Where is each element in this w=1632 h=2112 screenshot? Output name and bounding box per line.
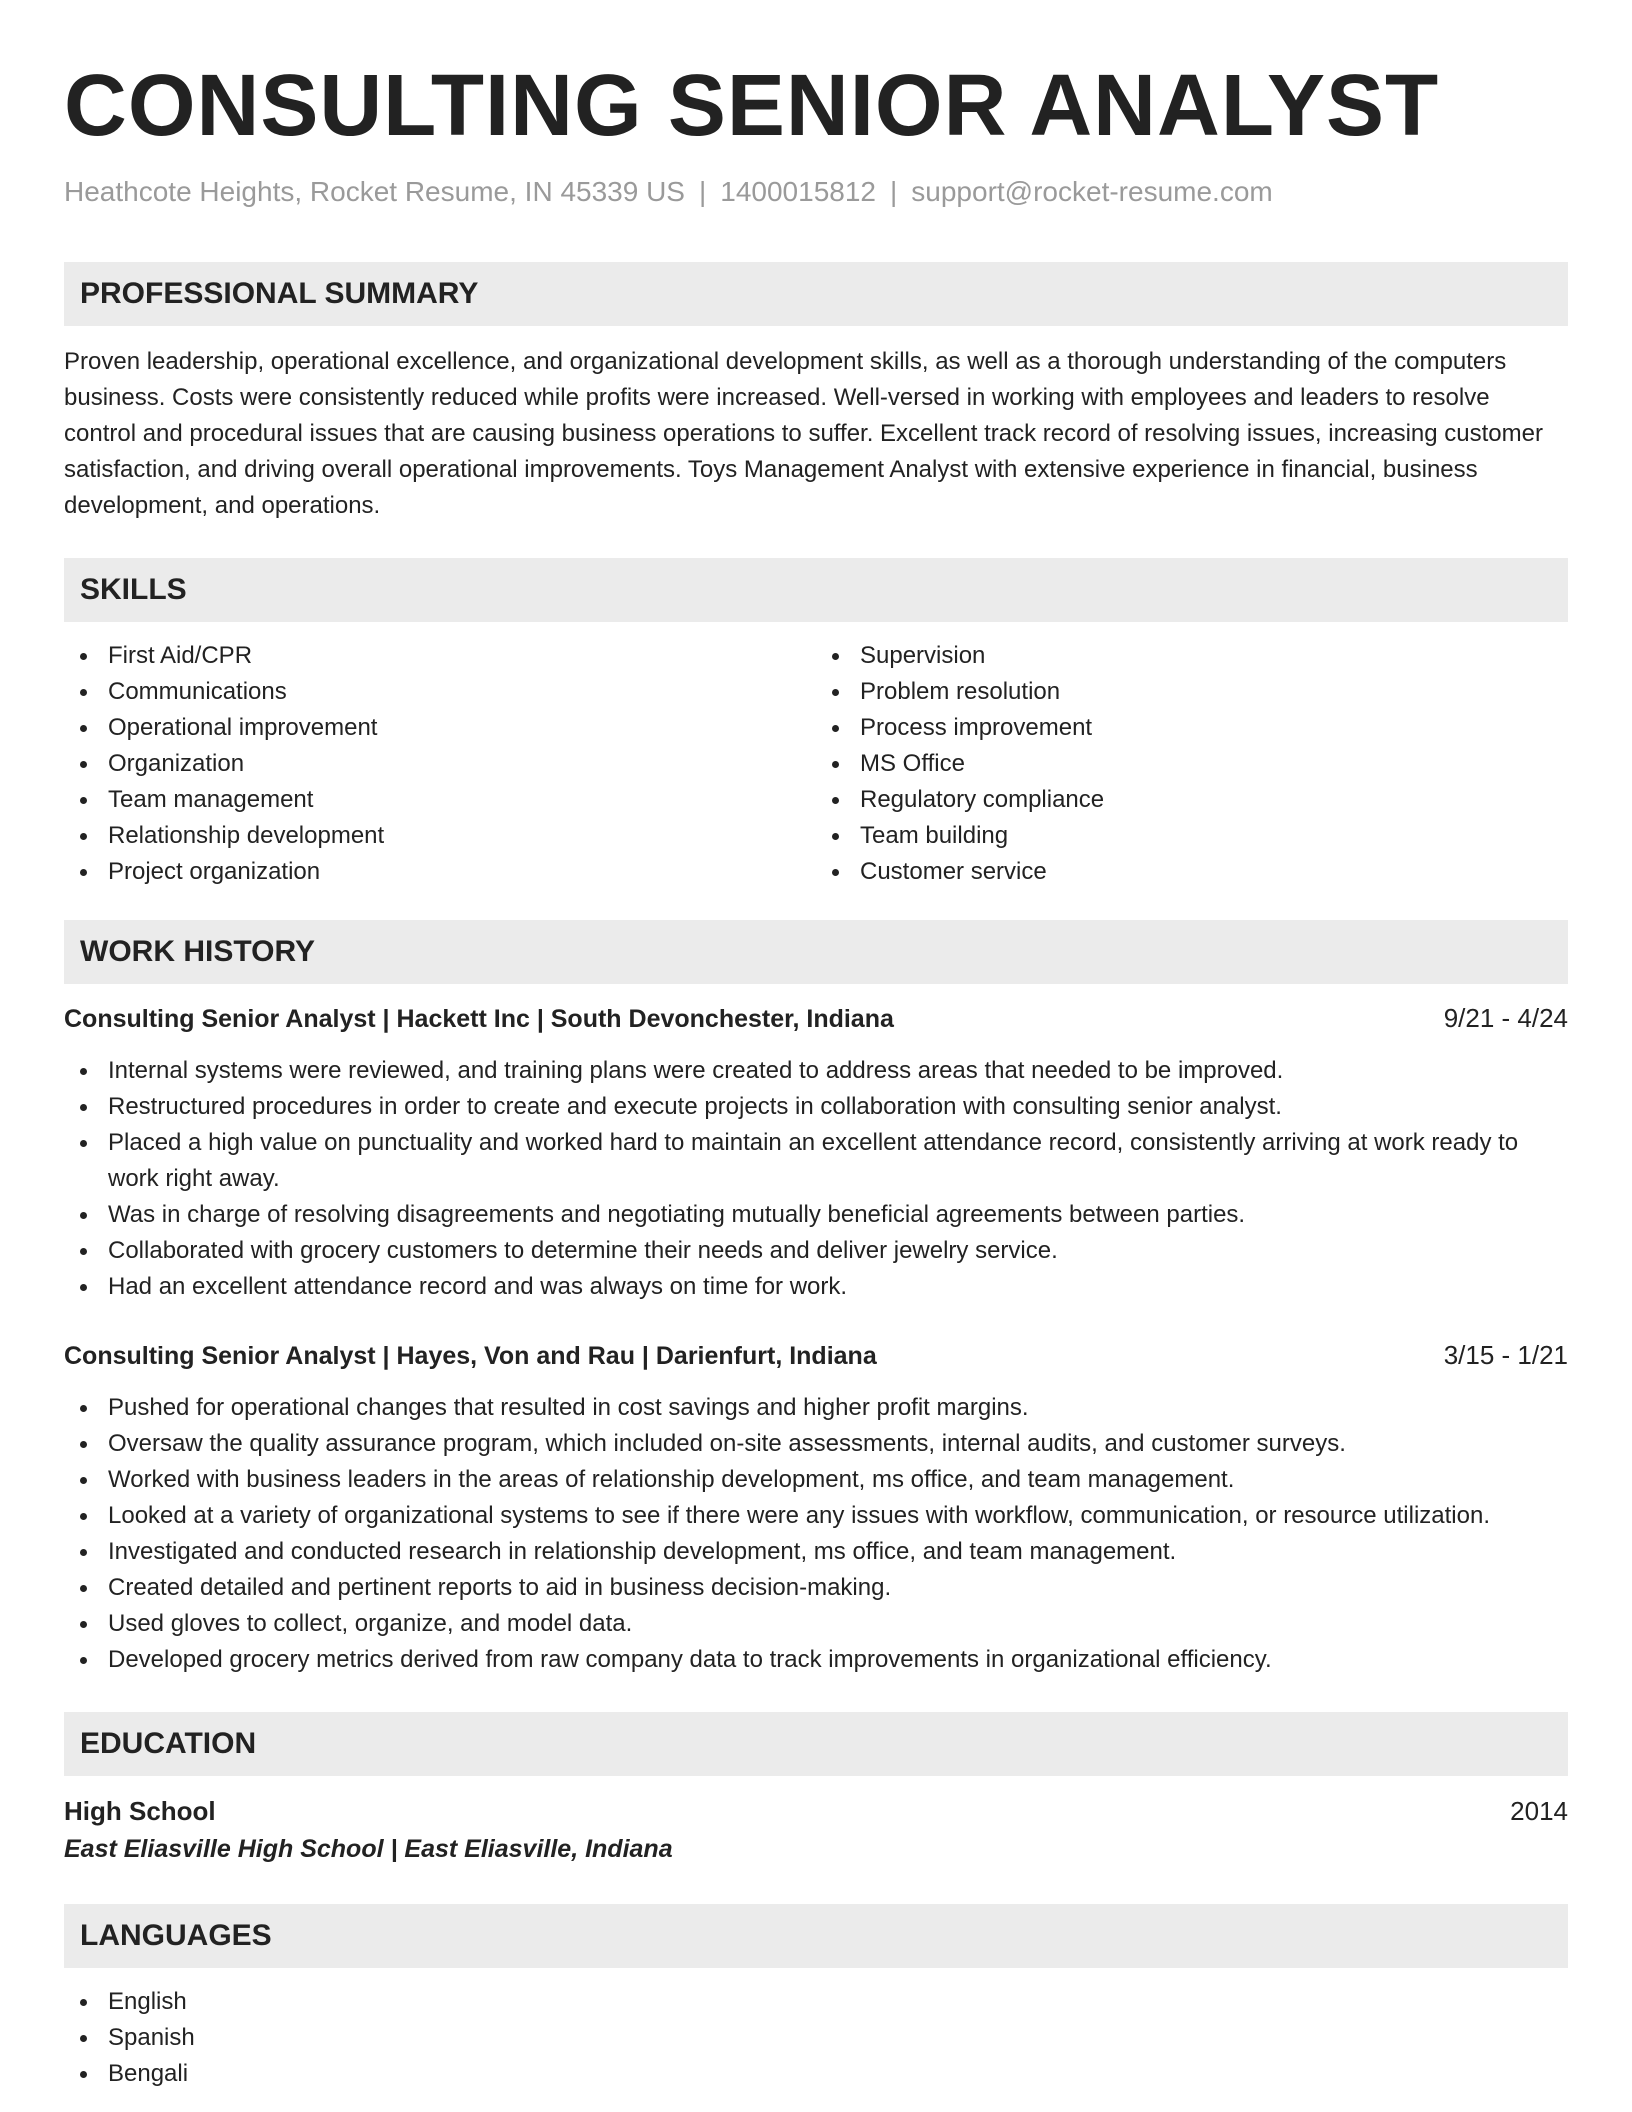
skill-item: First Aid/CPR xyxy=(64,638,816,674)
job-bullet: Used gloves to collect, organize, and model data. xyxy=(64,1606,1568,1642)
skill-item: MS Office xyxy=(816,746,1568,782)
skill-item: Communications xyxy=(64,674,816,710)
education-year: 2014 xyxy=(1510,1796,1568,1826)
job-bullet: Collaborated with grocery customers to determine their needs and deliver jewelry service. xyxy=(64,1233,1568,1269)
skill-item: Project organization xyxy=(64,854,816,890)
skill-item: Team building xyxy=(816,818,1568,854)
skills-left-list xyxy=(64,638,816,890)
skill-item: Customer service xyxy=(816,854,1568,890)
education-header xyxy=(64,1792,1568,1830)
job-bullet: Placed a high value on punctuality and worked hard to maintain an excellent attendance record, consistently arriving at work ready to work right away. xyxy=(64,1125,1568,1197)
job-bullet: Pushed for operational changes that resulted in cost savings and higher profit margins. xyxy=(64,1390,1568,1426)
work-heading: WORK HISTORY xyxy=(64,920,1568,984)
skill-item: Process improvement xyxy=(816,710,1568,746)
work-section xyxy=(64,920,1568,1678)
skills-right-list xyxy=(816,638,1568,890)
education-heading: EDUCATION xyxy=(64,1712,1568,1776)
job-title: Consulting Senior Analyst | Hayes, Von and Rau | Darienfurt, Indiana xyxy=(64,1342,877,1370)
job-bullets xyxy=(64,1053,1568,1305)
job-entry xyxy=(64,1337,1568,1678)
contact-phone: 1400015812 xyxy=(720,176,876,207)
job-bullet: Developed grocery metrics derived from raw company data to track improvements in organizational efficiency. xyxy=(64,1642,1568,1678)
contact-email[interactable]: support@rocket-resume.com xyxy=(911,176,1273,207)
job-dates: 3/15 - 1/21 xyxy=(1443,1340,1568,1370)
skill-item: Operational improvement xyxy=(64,710,816,746)
education-school: East Eliasville High School | East Eliasville, Indiana xyxy=(64,1835,673,1863)
skill-item: Relationship development xyxy=(64,818,816,854)
job-title: Consulting Senior Analyst | Hackett Inc | South Devonchester, Indiana xyxy=(64,1005,894,1033)
skill-item: Team management xyxy=(64,782,816,818)
language-item: Spanish xyxy=(64,2020,1568,2056)
candidate-name: CONSULTING SENIOR ANALYST xyxy=(64,57,1440,154)
job-bullet: Was in charge of resolving disagreements and negotiating mutually beneficial agreements between parties. xyxy=(64,1197,1568,1233)
skills-section xyxy=(64,558,1568,890)
education-degree: High School xyxy=(64,1796,216,1826)
summary-heading: PROFESSIONAL SUMMARY xyxy=(64,262,1568,326)
education-section xyxy=(64,1712,1568,1868)
skills-grid xyxy=(64,638,1568,890)
languages-section xyxy=(64,1904,1568,2092)
contact-separator: | xyxy=(698,176,707,207)
job-bullet: Created detailed and pertinent reports to aid in business decision-making. xyxy=(64,1570,1568,1606)
language-item: English xyxy=(64,1984,1568,2020)
job-header xyxy=(64,1000,1568,1037)
job-bullet: Worked with business leaders in the areas of relationship development, ms office, and team management. xyxy=(64,1462,1568,1498)
job-entry xyxy=(64,1000,1568,1305)
skill-item: Regulatory compliance xyxy=(816,782,1568,818)
job-bullet: Restructured procedures in order to create and execute projects in collaboration with consulting senior analyst. xyxy=(64,1089,1568,1125)
job-dates: 9/21 - 4/24 xyxy=(1443,1003,1568,1033)
job-bullet: Internal systems were reviewed, and training plans were created to address areas that needed to be improved. xyxy=(64,1053,1568,1089)
contact-separator: | xyxy=(890,176,898,207)
job-bullet: Investigated and conducted research in relationship development, ms office, and team management. xyxy=(64,1534,1568,1570)
job-bullet: Looked at a variety of organizational systems to see if there were any issues with workflow, communication, or resource utilization. xyxy=(64,1498,1568,1534)
skills-heading: SKILLS xyxy=(64,558,1568,622)
skill-item: Organization xyxy=(64,746,816,782)
contact-address: Heathcote Heights, Rocket Resume, IN 45339 US xyxy=(64,176,685,207)
contact-line xyxy=(64,174,1568,210)
job-bullets xyxy=(64,1390,1568,1678)
job-bullet: Had an excellent attendance record and was always on time for work. xyxy=(64,1269,1568,1305)
job-bullet: Oversaw the quality assurance program, which included on-site assessments, internal audits, and customer surveys. xyxy=(64,1426,1568,1462)
summary-section xyxy=(64,262,1568,524)
language-item: Bengali xyxy=(64,2056,1568,2092)
skill-item: Problem resolution xyxy=(816,674,1568,710)
summary-text: Proven leadership, operational excellence, and organizational development skills, as well as a thorough understanding of the computers business. Costs were consistently reduced while profits were increased. Well-versed in working with employees and leaders to resolve control and procedural issues that are causing business operations to suffer. Excellent track record of resolving issues, increasing customer satisfaction, and driving overall operational improvements. Toys Management Analyst with extensive experience in financial, business development, and operations. xyxy=(64,348,1543,519)
languages-list xyxy=(64,1984,1568,2092)
job-header xyxy=(64,1337,1568,1374)
languages-heading: LANGUAGES xyxy=(64,1904,1568,1968)
skill-item: Supervision xyxy=(816,638,1568,674)
